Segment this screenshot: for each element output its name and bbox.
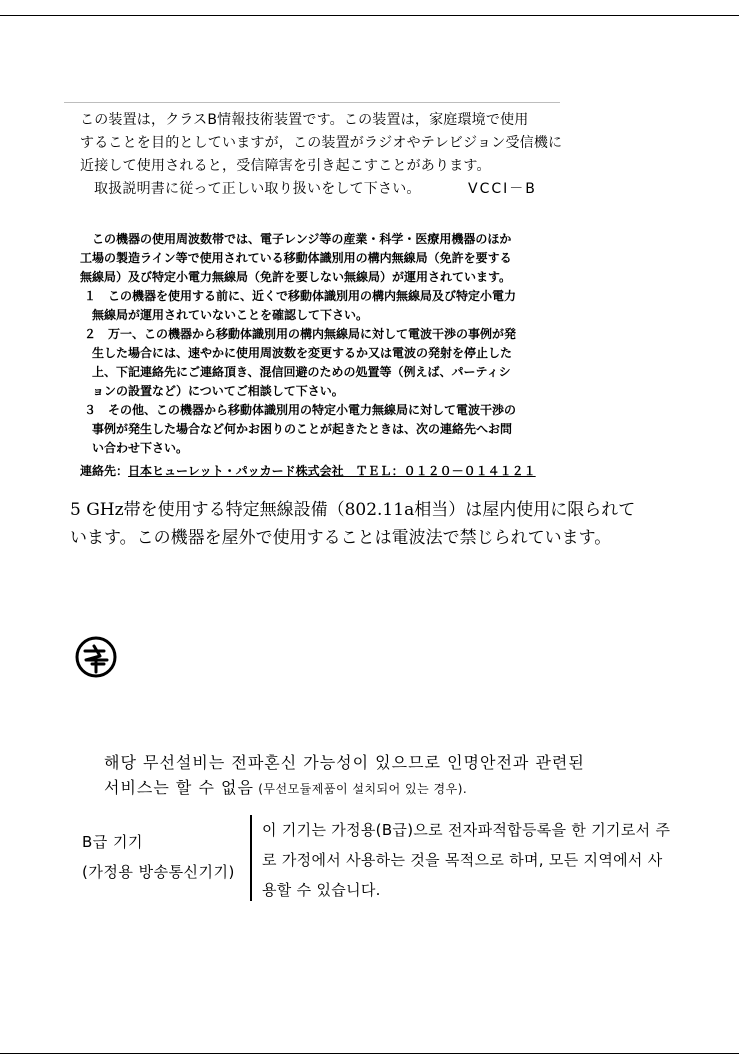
indoor-notice-line-2: います。この機器を屋外で使用することは電波法で禁じられています。 bbox=[70, 528, 612, 548]
korea-desc-line-3: 용할 수 있습니다. bbox=[262, 881, 381, 899]
radio-notice-item-2b: 生した場合には、速やかに使用周波数を変更するか又は電波の発射を停止した bbox=[92, 346, 513, 360]
telec-certification-icon bbox=[74, 635, 118, 679]
radio-notice-item-2d: ョンの設置など）についてご相談して下さい。 bbox=[92, 384, 344, 398]
korea-divider bbox=[250, 815, 252, 901]
vcci-line-2: することを目的としていますが，この装置がラジオやテレビジョン受信機に bbox=[80, 135, 563, 151]
korea-notice-line-2-main: 서비스는 할 수 없음 bbox=[104, 778, 254, 797]
korea-class-b-label: B급 기기 bbox=[82, 833, 144, 851]
contact-label: 連絡先： bbox=[80, 464, 129, 478]
korea-notice-line-1: 해당 무선설비는 전파혼신 가능성이 있으므로 인명안전과 관련된 bbox=[104, 753, 585, 772]
korea-desc-line-1: 이 기기는 가정용(B급)으로 전자파적합등록을 한 기기로서 주 bbox=[262, 821, 671, 839]
radio-notice-item-3b: 事例が発生した場合など何かお困りのことが起きたときは、次の連絡先へお問 bbox=[92, 422, 513, 436]
vcci-line-4: 取扱説明書に従って正しい取り扱いをして下さい。 bbox=[94, 181, 421, 197]
contact-text: 日本ヒューレット・パッカード株式会社 ＴＥＬ：０１２０－０１４１２１ bbox=[128, 464, 536, 478]
top-rule bbox=[0, 15, 739, 16]
radio-notice-line-3: 無線局）及び特定小電力無線局（免許を要しない無線局）が運用されています。 bbox=[80, 270, 512, 284]
radio-notice-line-1: この機器の使用周波数帯では、電子レンジ等の産業・科学・医療用機器のほか bbox=[92, 232, 512, 246]
korea-desc-line-2: 로 가정에서 사용하는 것을 목적으로 하며, 모든 지역에서 사 bbox=[262, 851, 663, 869]
bottom-rule bbox=[0, 1053, 739, 1054]
radio-notice-item-1b: 無線局が運用されていないことを確認して下さい。 bbox=[92, 308, 369, 322]
radio-notice-line-2: 工場の製造ライン等で使用されている移動体識別用の構内無線局（免許を要する bbox=[80, 251, 512, 265]
radio-notice-item-1a: １ この機器を使用する前に、近くで移動体識別用の構内無線局及び特定小電力 bbox=[84, 289, 517, 303]
radio-notice-item-2a: ２ 万一、この機器から移動体識別用の構内無線局に対して電波干渉の事例が発 bbox=[84, 327, 517, 341]
korea-notice-line-2 bbox=[104, 777, 467, 800]
vcci-class-code: VCCI－B bbox=[468, 181, 537, 197]
vcci-notice-border bbox=[64, 102, 560, 103]
contact-line bbox=[80, 462, 536, 481]
radio-notice-item-2c: 上、下記連絡先にご連絡頂き、混信回避のための処置等（例えば、パーティシ bbox=[92, 365, 511, 379]
vcci-line-3: 近接して使用されると，受信障害を引き起こすことがあります。 bbox=[80, 158, 491, 174]
radio-notice-item-3a: ３ その他、この機器から移動体識別用の特定小電力無線局に対して電波干渉の bbox=[84, 403, 517, 417]
korea-notice-line-2-note: (무선모듈제품이 설치되어 있는 경우). bbox=[253, 782, 468, 796]
radio-notice-item-3c: い合わせ下さい。 bbox=[92, 441, 189, 455]
korea-class-b-sublabel: (가정용 방송통신기기) bbox=[82, 863, 235, 881]
indoor-notice-line-1: 5 GHz帯を使用する特定無線設備（802.11a相当）は屋内使用に限られて bbox=[70, 500, 636, 520]
vcci-line-1: この装置は，クラスB情報技術装置です。この装置は，家庭環境で使用 bbox=[80, 112, 529, 128]
